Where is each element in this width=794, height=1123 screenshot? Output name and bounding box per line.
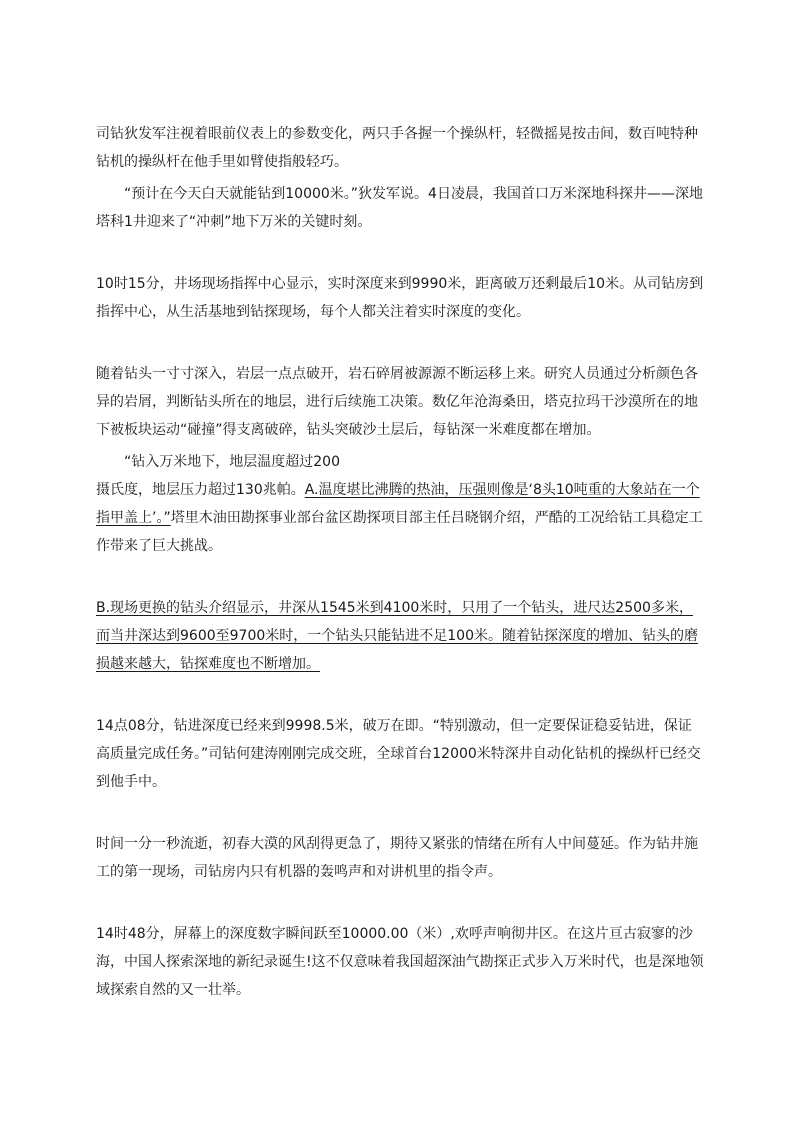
paragraph-8: 时间一分一秒流逝，初春大漠的风刮得更急了，期待又紧张的情绪在所有人中间蔓延。作为钻井施工的第一现场，司钻房内只有机器的轰鸣声和对讲机里的指令声。: [96, 836, 698, 880]
paragraph-3: 10时15分，井场现场指挥中心显示，实时深度来到9990米，距离破万还剩最后10米。从司钻房到指挥中心，从生活基地到钻探现场，每个人都关注着实时深度的变化。: [96, 276, 704, 320]
paragraph-1: 司钻狄发军注视着眼前仪表上的参数变化，两只手各握一个操纵杆，轻微摇晃按击间，数百吨特种钻机的操纵杆在他手里如臂使指般轻巧。: [96, 126, 698, 170]
option-a-underlined: A.温度堪比沸腾的热油，压强则像是‘8头10吨重的大象站在一个指甲盖上’。”: [96, 482, 700, 526]
paragraph-2: “预计在今天白天就能钻到10000米。”狄发军说。4日凌晨，我国首口万米深地科探井——深地塔科1井迎来了“冲刺”地下万米的关键时刻。: [96, 186, 703, 230]
paragraph-9: 14时48分，屏幕上的深度数字瞬间跃至10000.00（米）,欢呼声响彻井区。在这片亘古寂寥的沙海，中国人探索深地的新纪录诞生!这不仅意味着我国超深油气勘探正式步入万米时代，也是深地领域探索自然的又一壮举。: [96, 926, 704, 998]
option-b-underlined: B.现场更换的钻头介绍显示，井深从1545米到4100米时，只用了一个钻头，进尺达2500多米，而当井深达到9600至9700米时，一个钻头只能钻进不足100米。随着钻探深度的增加、钻头的磨损越来越大，钻探难度也不断增加。: [96, 600, 698, 672]
paragraph-5-plain: 摄氏度，地层压力超过130兆帕。: [96, 482, 305, 498]
paragraph-5: [96, 448, 704, 560]
document-page: [96, 120, 704, 1004]
paragraph-5-line-1: “钻入万米地下，地层温度超过200: [124, 454, 340, 470]
paragraph-4: 随着钻头一寸寸深入，岩层一点点破开，岩石碎屑被源源不断运移上来。研究人员通过分析颜色各异的岩屑，判断钻头所在的地层，进行后续施工决策。数亿年沧海桑田，塔克拉玛干沙漠所在的地下被板块运动“碰撞”得支离破碎，钻头突破沙土层后，每钻深一米难度都在增加。: [96, 366, 698, 438]
paragraph-7: 14点08分，钻进深度已经来到9998.5米，破万在即。“特别激动，但一定要保证稳妥钻进，保证高质量完成任务。”司钻何建涛刚刚完成交班，全球首台12000米特深井自动化钻机的操纵杆已经交到他手中。: [96, 718, 701, 790]
paragraph-6: [96, 594, 704, 678]
paragraph-5-rest: 塔里木油田勘探事业部台盆区勘探项目部主任吕晓钢介绍，严酷的工况给钻工具稳定工作带来了巨大挑战。: [96, 510, 703, 554]
